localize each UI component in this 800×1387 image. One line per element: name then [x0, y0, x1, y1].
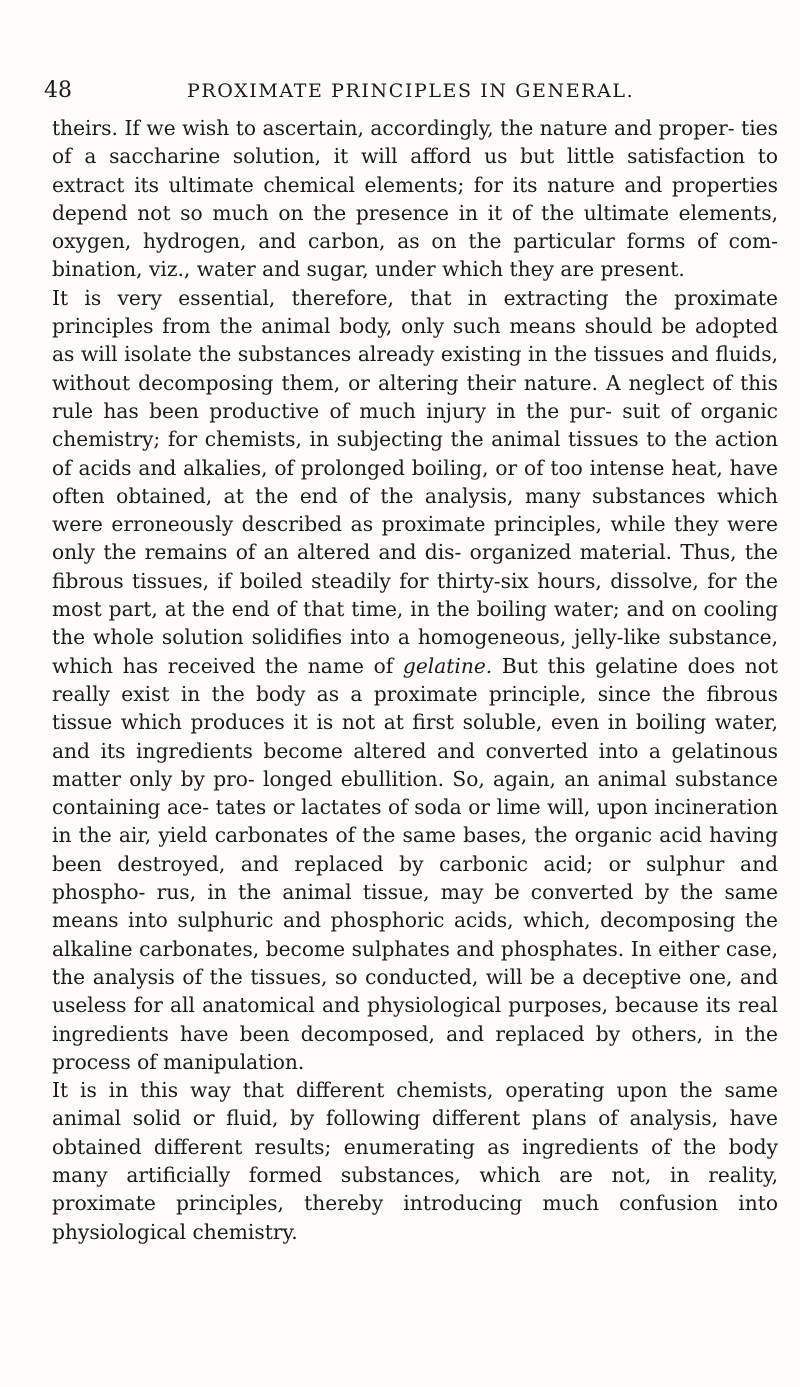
paragraph-3-text: It is in this way that different chemists, operating upon the same animal solid or fluid, by following different plans of analysis, have obtained different results; enumerating as ingredients of the body many artificially formed substances, which are not, in reality, proximate principles, thereby introducing much confusion into physiological chemistry. — [52, 1078, 778, 1244]
paragraph-2-text: It is very essential, therefore, that in extracting the proximate principles from the animal body, only such means should be adopted as will isolate the substances already existing in the tissues and fluids, without decomposing them, or altering their nature. A neglect of this rule has been productive of much injury in the pur- suit of organic chemistry; for chemists, in subjecting the animal tissues to the action of acids and alkalies, of prolonged boiling, or of too intense heat, have often obtained, at the end of the analysis, many substances which were erroneously described as proximate principles, while they were only the remains of an altered and dis- organized material. Thus, the fibrous tissues, if boiled steadily for thirty-six hours, dissolve, for the most part, at the end of that time, in the boiling water; and on cooling the whole solution solidifies into a homogeneous, jelly-like substance, which has received the name of — [52, 285, 778, 678]
running-head — [44, 78, 774, 102]
paragraph-1-text: theirs. If we wish to ascertain, accordingly, the nature and proper- ties of a saccharine solution, it will afford us but little satisfaction to extract its ultimate chemical elements; for its nature and properties depend not so much on the presence in it of the ultimate elements, oxygen, hydrogen, and carbon, as on the particular forms of com- bination, viz., water and sugar, under which they are present. — [52, 116, 778, 282]
running-title: PROXIMATE PRINCIPLES IN GENERAL. — [187, 80, 635, 102]
body-text — [52, 114, 778, 1246]
paragraph-2-continuation: But this gelatine does not really exist in the body as a proximate principle, since the fibrous tissue which produces it is not at first soluble, even in boiling water, and its ingredients become altered and converted into a gelatinous matter only by pro- longed ebullition. So, again, an animal substance containing ace- tates or lactates of soda or lime will, upon incineration in the air, yield carbonates of the same bases, the organic acid having been destroyed, and replaced by carbonic acid; or sulphur and phospho- rus, in the animal tissue, may be converted by the same means into sulphuric and phosphoric acids, which, decomposing the alkaline carbonates, become sulphates and phosphates. In either case, the analysis of the tissues, so conducted, will be a deceptive one, and useless for all anatomical and physiological purposes, because its real ingredients have been decomposed, and replaced by others, in the process of manipulation. — [52, 653, 778, 1074]
page-number: 48 — [44, 78, 72, 103]
paragraph-1 — [52, 114, 778, 284]
italic-term-gelatine: gelatine. — [402, 653, 493, 678]
paragraph-2 — [52, 284, 778, 1076]
paragraph-3 — [52, 1076, 778, 1246]
